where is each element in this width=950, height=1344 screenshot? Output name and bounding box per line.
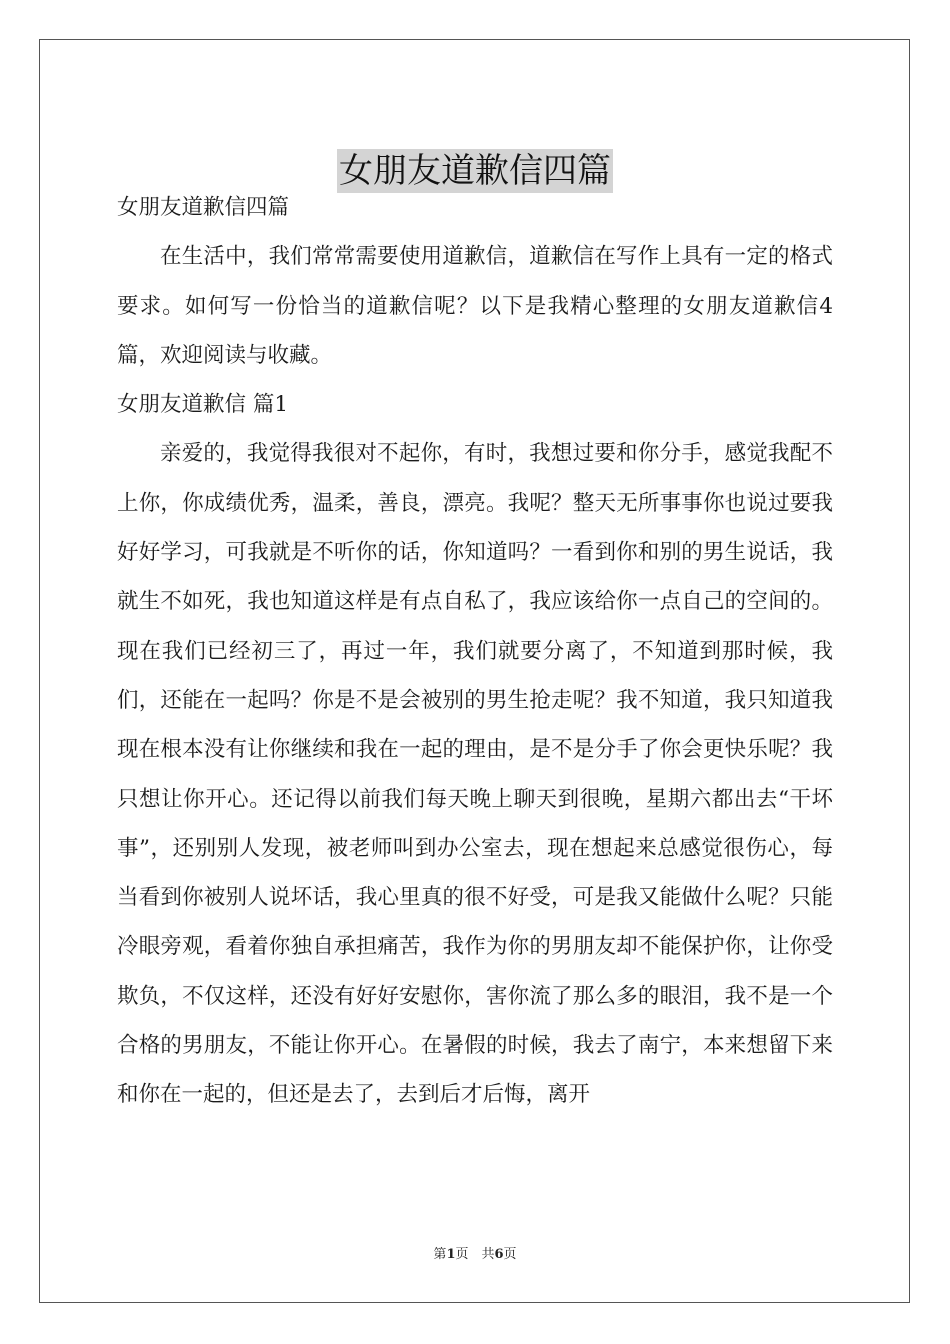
page-footer [0, 1246, 950, 1264]
intro-paragraph: 在生活中，我们常常需要使用道歉信，道歉信在写作上具有一定的格式要求。如何写一份恰当的道歉信呢？以下是我精心整理的女朋友道歉信4篇，欢迎阅读与收藏。 [117, 244, 833, 368]
letter-heading: 女朋友道歉信 篇1 [117, 392, 289, 418]
footer-page-current: 1 [446, 1247, 456, 1262]
document-body [117, 183, 833, 1120]
footer-suffix: 页 [503, 1247, 517, 1262]
document-title: 女朋友道歉信四篇 [339, 150, 611, 191]
letter-paragraph: 亲爱的，我觉得我很对不起你，有时，我想过要和你分手，感觉我配不上你，你成绩优秀，温柔，善良，漂亮。我呢？整天无所事事你也说过要我好好学习，可我就是不听你的话，你知道吗？一看到你和别的男生说话，我就生不如死，我也知道这样是有点自私了，我应该给你一点自己的空间的。现在我们已经初三了，再过一年，我们就要分离了，不知道到那时候，我们，还能在一起吗？你是不是会被别的男生抢走呢？我不知道，我只知道我现在根本没有让你继续和我在一起的理由，是不是分手了你会更快乐呢？我只想让你开心。还记得以前我们每天晚上聊天到很晚，星期六都出去“干坏事”，还别别人发现，被老师叫到办公室去，现在想起来总感觉很伤心，每当看到你被别人说坏话，我心里真的很不好受，可是我又能做什么呢？只能冷眼旁观，看着你独自承担痛苦，我作为你的男朋友却不能保护你，让你受欺负，不仅这样，还没有好好安慰你，害你流了那么多的眼泪，我不是一个合格的男朋友，不能让你开心。在暑假的时候，我去了南宁，本来想留下来和你在一起的，但还是去了，去到后才后悔，离开 [117, 441, 833, 1108]
footer-prefix: 第 [433, 1247, 447, 1262]
footer-page-total: 6 [494, 1247, 504, 1262]
section-heading: 女朋友道歉信四篇 [117, 195, 290, 220]
footer-mid: 页 共 [455, 1247, 495, 1262]
